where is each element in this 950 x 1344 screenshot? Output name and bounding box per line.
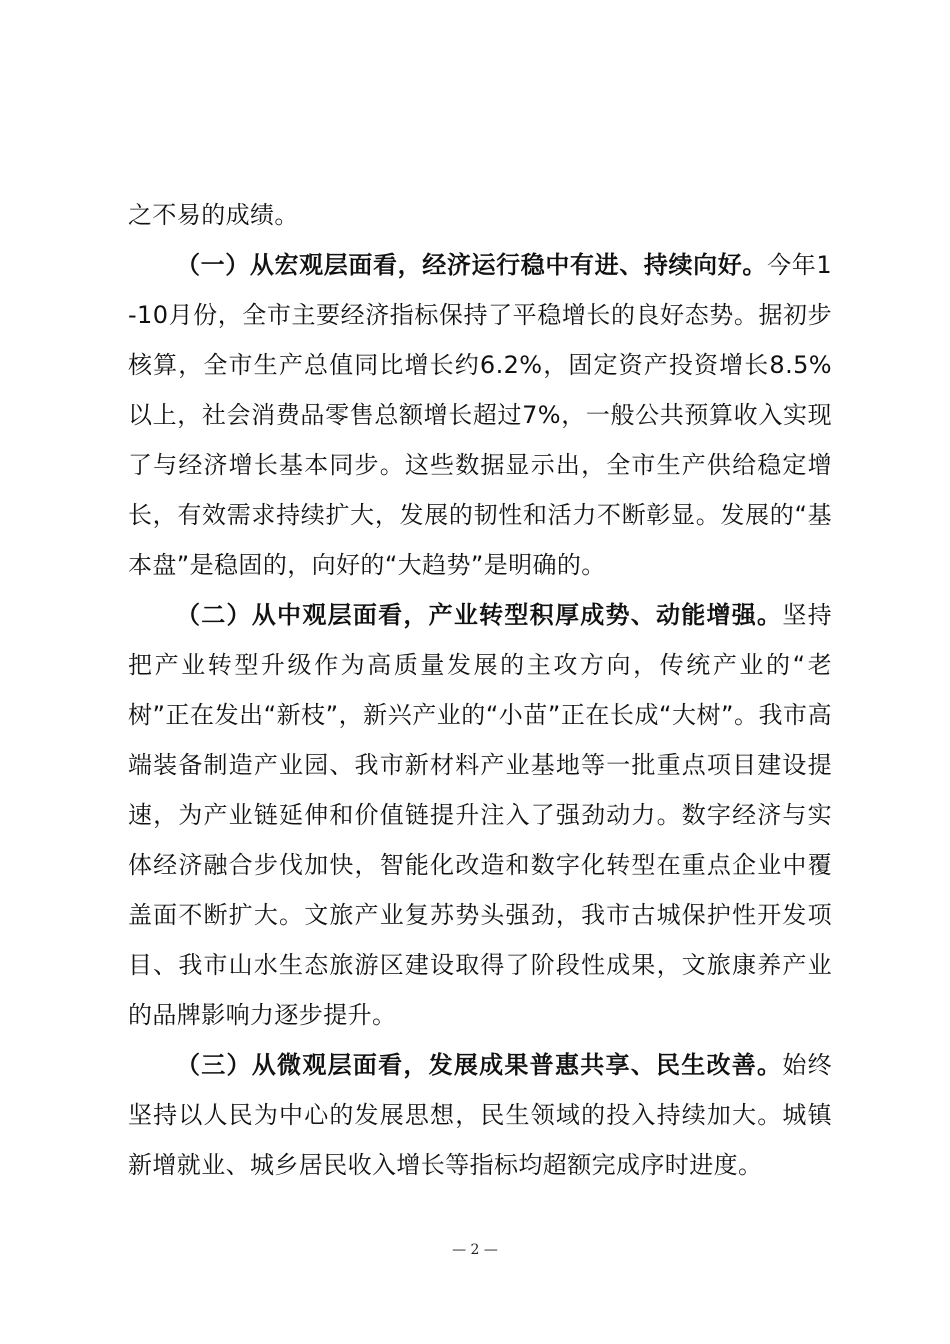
paragraph-text: 坚持把产业转型升级作为高质量发展的主攻方向，传统产业的“老树”正在发出“新枝”，新兴产业的“小苗”正在长成“大树”。我市高端装备制造产业园、我市新材料产业基地等一批重点项目建设提速，为产业链延伸和价值链提升注入了强劲动力。数字经济与实体经济融合步伐加快，智能化改造和数字化转型在重点企业中覆盖面不断扩大。文旅产业复苏势头强劲，我市古城保护性开发项目、我市山水生态旅游区建设取得了阶段性成果，文旅康养产业的品牌影响力逐步提升。 [128,601,832,1029]
paragraph-text: 之不易的成绩。 [128,201,299,229]
page-number: — 2 — [452,1242,498,1258]
paragraph-macro-level [128,240,832,590]
paragraph-heading: （三）从微观层面看，发展成果普惠共享、民生改善。 [176,1051,783,1079]
paragraph-heading: （二）从中观层面看，产业转型积厚成势、动能增强。 [176,601,783,629]
document-body [128,190,832,1190]
paragraph-micro-level [128,1040,832,1190]
paragraph-continuation [128,190,832,240]
paragraph-text: 始终坚持以人民为中心的发展思想，民生领域的投入持续加大。城镇新增就业、城乡居民收入增长等指标均超额完成序时进度。 [128,1051,832,1179]
paragraph-heading: （一）从宏观层面看，经济运行稳中有进、持续向好。 [176,251,768,279]
paragraph-meso-level [128,590,832,1040]
paragraph-text: 今年1-10月份，全市主要经济指标保持了平稳增长的良好态势。据初步核算，全市生产总值同比增长约6.2%，固定资产投资增长8.5%以上，社会消费品零售总额增长超过7%，一般公共预算收入实现了与经济增长基本同步。这些数据显示出，全市生产供给稳定增长，有效需求持续扩大，发展的韧性和活力不断彰显。发展的“基本盘”是稳固的，向好的“大趋势”是明确的。 [128,251,832,579]
